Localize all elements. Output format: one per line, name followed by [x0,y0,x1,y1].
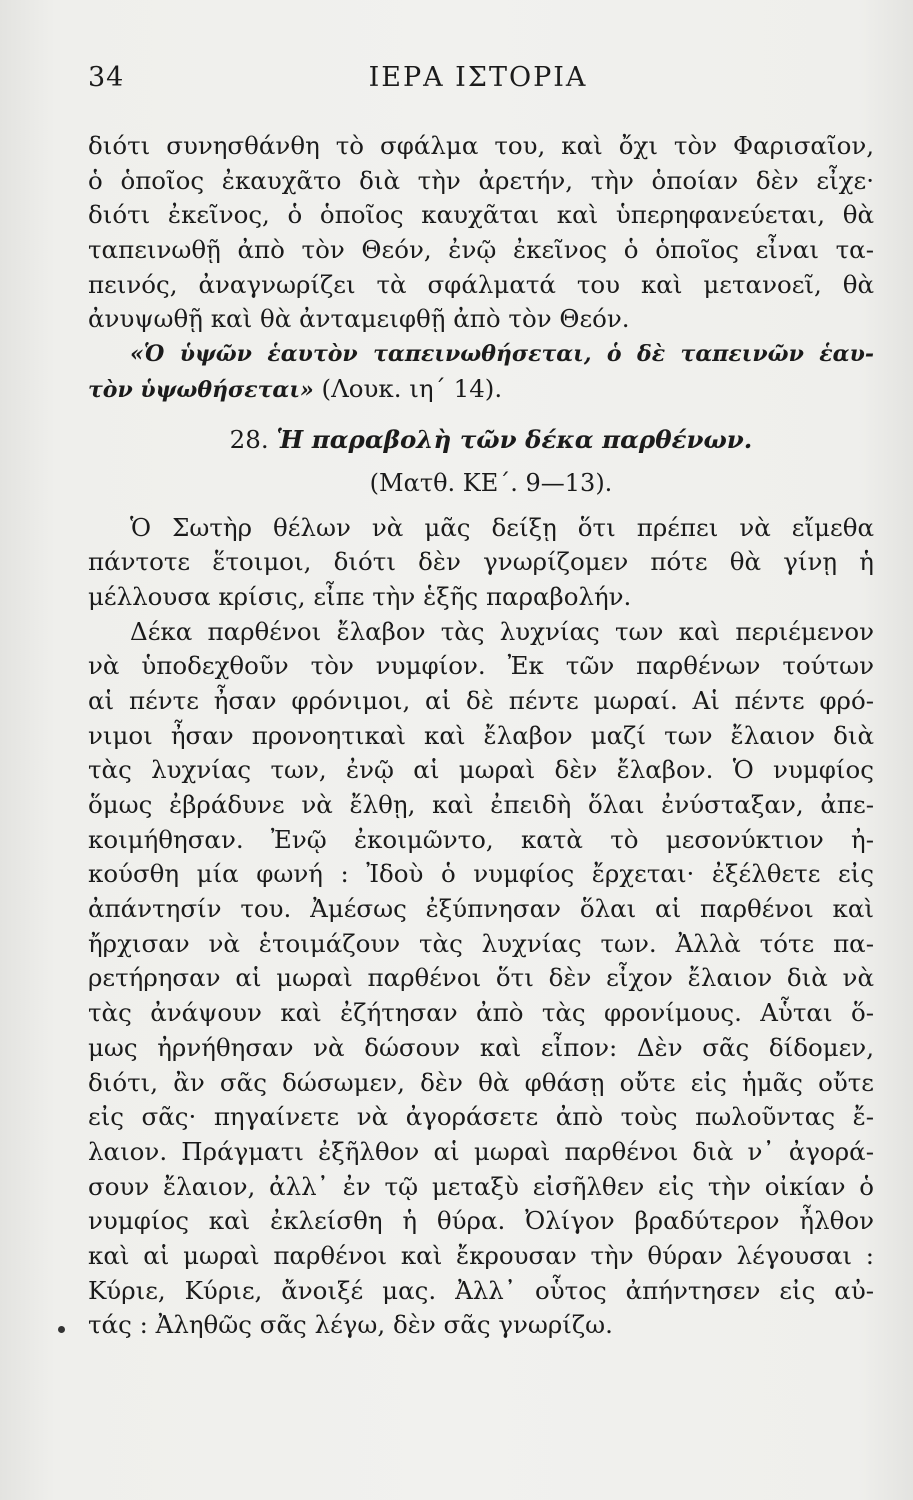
text-line: μως ἠρνήθησαν νὰ δώσουν καὶ εἶπον: Δὲν σᾶς δίδομεν, [88,1032,874,1062]
text-line: ρετήρησαν αἱ μωραὶ παρθένοι ὅτι δὲν εἶχον ἔλαιον διὰ νὰ [88,963,874,993]
text-line: ὁ ὁποῖος ἐκαυχᾶτο διὰ τὴν ἀρετήν, τὴν ὁποίαν δὲν εἶχε· [88,165,874,195]
text-line: τὰς λυχνίας των, ἐνῷ αἱ μωραὶ δὲν ἔλαβον. Ὁ νυμφίος [88,755,874,785]
text-line: διότι, ἂν σᾶς δώσωμεν, δὲν θὰ φθάσῃ οὔτε εἰς ἡμᾶς οὔτε [88,1067,874,1097]
quote-text: τὸν ὑψωθήσεται» [88,376,314,403]
text-line: μέλλουσα κρίσις, εἶπε τὴν ἑξῆς παραβολήν. [88,581,632,611]
scripture-quote [88,337,874,406]
text-line: λαιον. Πράγματι ἐξῆλθον αἱ μωραὶ παρθένοι διὰ ν᾿ ἀγορά- [88,1136,874,1166]
text-line: διότι ἐκεῖνος, ὁ ὁποῖος καυχᾶται καὶ ὑπερηφανεύεται, θὰ [88,200,874,230]
text-line: κοιμήθησαν. Ἐνῷ ἐκοιμῶντο, κατὰ τὸ μεσονύκτιον ἠ- [88,824,874,854]
text-line: εἰς σᾶς· πηγαίνετε νὰ ἀγοράσετε ἀπὸ τοὺς πωλοῦντας ἔ- [88,1102,874,1132]
body-text [88,129,874,1343]
text-line: πάντοτε ἕτοιμοι, διότι δὲν γνωρίζομεν πότε θὰ γίνῃ ἡ [88,547,874,577]
paragraph-intro [88,511,874,615]
page-number: 34 [88,62,125,93]
text-line: νυμφίος καὶ ἐκλείσθη ἡ θύρα. Ὀλίγον βραδύτερον ἦλθον [88,1206,874,1236]
text-line: σουν ἔλαιον, ἀλλ᾿ ἐν τῷ μεταξὺ εἰσῆλθεν εἰς τὴν οἰκίαν ὁ [88,1171,874,1201]
quote-line-end [88,372,874,407]
text-line: ταπεινωθῇ ἀπὸ τὸν Θεόν, ἐνῷ ἐκεῖνος ὁ ὁποῖος εἶναι τα- [88,235,874,265]
page-header [88,62,868,102]
text-line: ἀπάντησίν του. Ἀμέσως ἐξύπνησαν ὅλαι αἱ παρθένοι καὶ [88,894,874,924]
section-reference: (Ματθ. ΚΕ΄. 9—13). [369,468,613,497]
paragraph-parable [88,615,874,1343]
text-line: πεινός, ἀναγνωρίζει τὰ σφάλματά του καὶ μετανοεῖ, θὰ [88,269,874,299]
text-line: τὰς ἀνάψουν καὶ ἐζήτησαν ἀπὸ τὰς φρονίμους. Αὗται ὅ- [88,998,874,1028]
text-line: καὶ αἱ μωραὶ παρθένοι καὶ ἔκρουσαν τὴν θύραν λέγουσαι : [88,1240,874,1270]
text-line: τάς : Ἀληθῶς σᾶς λέγω, δὲν σᾶς γνωρίζω. [88,1310,613,1340]
section-number: 28. [229,424,269,454]
text-line: Κύριε, Κύριε, ἄνοιξέ μας. Ἀλλ᾿ οὗτος ἀπήντησεν εἰς αὐ- [88,1275,874,1305]
section-heading [88,421,874,459]
paragraph-continuation [88,129,874,337]
text-line: αἱ πέντε ἦσαν φρόνιμοι, αἱ δὲ πέντε μωραί. Αἱ πέντε φρό- [88,685,874,715]
margin-mark [58,1326,65,1333]
text-line: ἤρχισαν νὰ ἑτοιμάζουν τὰς λυχνίας των. Ἀλλὰ τότε πα- [88,928,874,958]
text-line: ὅμως ἐβράδυνε νὰ ἔλθῃ, καὶ ἐπειδὴ ὅλαι ἐνύσταξαν, ἀπε- [88,790,874,819]
text-line: ἀνυψωθῇ καὶ θὰ ἀνταμειφθῇ ἀπὸ τὸν Θεόν. [88,304,630,334]
running-title: ΙΕΡΑ ΙΣΤΟΡΙΑ [368,62,588,93]
text-line: διότι συνησθάνθη τὸ σφάλμα του, καὶ ὄχι τὸν Φαρισαῖον, [88,131,874,160]
section-title: Ἡ παραβολὴ τῶν δέκα παρθένων. [276,424,753,454]
text-line: Δέκα παρθένοι ἔλαβον τὰς λυχνίας των καὶ περιέμενον [130,616,874,646]
quote-reference: (Λουκ. ιη΄ 14). [313,373,503,403]
text-line: νὰ ὑποδεχθοῦν τὸν νυμφίον. Ἐκ τῶν παρθένων τούτων [88,651,874,681]
text-line: νιμοι ἦσαν προνοητικαὶ καὶ ἔλαβον μαζί των ἔλαιον διὰ [88,720,874,750]
text-line: κούσθη μία φωνή : Ἰδοὺ ὁ νυμφίος ἔρχεται· ἐξέλθετε εἰς [88,859,874,889]
text-line: Ὁ Σωτὴρ θέλων νὰ μᾶς δείξῃ ὅτι πρέπει νὰ εἴμεθα [130,512,874,542]
quote-line: «Ὁ ὑψῶν ἑαυτὸν ταπεινωθήσεται, ὁ δὲ ταπεινῶν ἑαυ- [130,341,874,368]
